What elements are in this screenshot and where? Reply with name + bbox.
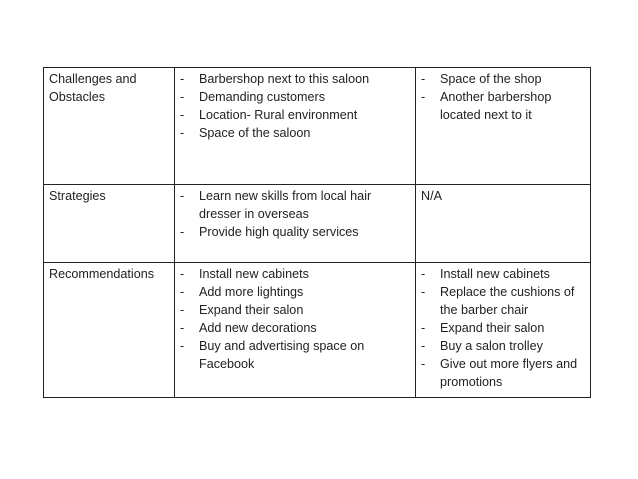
dash-marker: - <box>180 90 185 104</box>
table-cell <box>416 185 591 263</box>
dash-marker: - <box>180 72 185 86</box>
not-applicable-text: N/A <box>421 189 442 203</box>
list-item: - Provide high quality services <box>180 225 359 239</box>
bullet-list <box>180 265 411 373</box>
list-item: - Expand their salon <box>421 321 545 335</box>
list-item: - Add more lightings <box>180 285 304 299</box>
table-cell <box>175 263 416 398</box>
table-cell <box>416 68 591 185</box>
list-item: - Expand their salon <box>180 303 304 317</box>
dash-marker: - <box>421 72 426 86</box>
list-item: - Install new cabinets <box>180 267 309 281</box>
row-label: Strategies <box>49 189 106 203</box>
row-label-cell <box>44 185 175 263</box>
list-item: - Space of the shop <box>421 72 542 86</box>
dash-marker: - <box>180 303 185 317</box>
list-item: - Install new cabinets <box>421 267 550 281</box>
dash-marker: - <box>180 189 185 203</box>
row-label: Recommendations <box>49 267 154 281</box>
dash-marker: - <box>421 339 426 353</box>
dash-marker: - <box>180 108 185 122</box>
list-item: - Add new decorations <box>180 321 317 335</box>
bullet-list <box>421 70 586 124</box>
table-cell <box>416 263 591 398</box>
list-item: - Another barbershop located next to it <box>421 90 552 122</box>
list-item: - Replace the cushions of the barber chair <box>421 285 575 317</box>
table-row <box>44 68 591 185</box>
dash-marker: - <box>421 321 426 335</box>
dash-marker: - <box>421 285 426 299</box>
row-label-cell <box>44 263 175 398</box>
list-item: - Location- Rural environment <box>180 108 358 122</box>
dash-marker: - <box>180 267 185 281</box>
list-item: - Learn new skills from local hair dresser in overseas <box>180 189 372 221</box>
dash-marker: - <box>180 225 185 239</box>
dash-marker: - <box>180 285 185 299</box>
comparison-table <box>43 67 591 398</box>
dash-marker: - <box>421 267 426 281</box>
list-item: - Demanding customers <box>180 90 325 104</box>
list-item: - Buy a salon trolley <box>421 339 543 353</box>
bullet-list <box>180 187 411 241</box>
dash-marker: - <box>180 321 185 335</box>
list-item: - Space of the saloon <box>180 126 311 140</box>
dash-marker: - <box>180 339 185 353</box>
table-row <box>44 263 591 398</box>
row-label-cell <box>44 68 175 185</box>
dash-marker: - <box>180 126 185 140</box>
bullet-list <box>421 265 586 391</box>
table-cell <box>175 185 416 263</box>
table-row <box>44 185 591 263</box>
table-cell <box>175 68 416 185</box>
row-label: Challenges and Obstacles <box>49 72 137 104</box>
list-item: - Buy and advertising space on Facebook <box>180 339 365 371</box>
list-item: - Barbershop next to this saloon <box>180 72 370 86</box>
list-item: - Give out more flyers and promotions <box>421 357 578 389</box>
dash-marker: - <box>421 357 426 371</box>
bullet-list <box>180 70 411 142</box>
dash-marker: - <box>421 90 426 104</box>
